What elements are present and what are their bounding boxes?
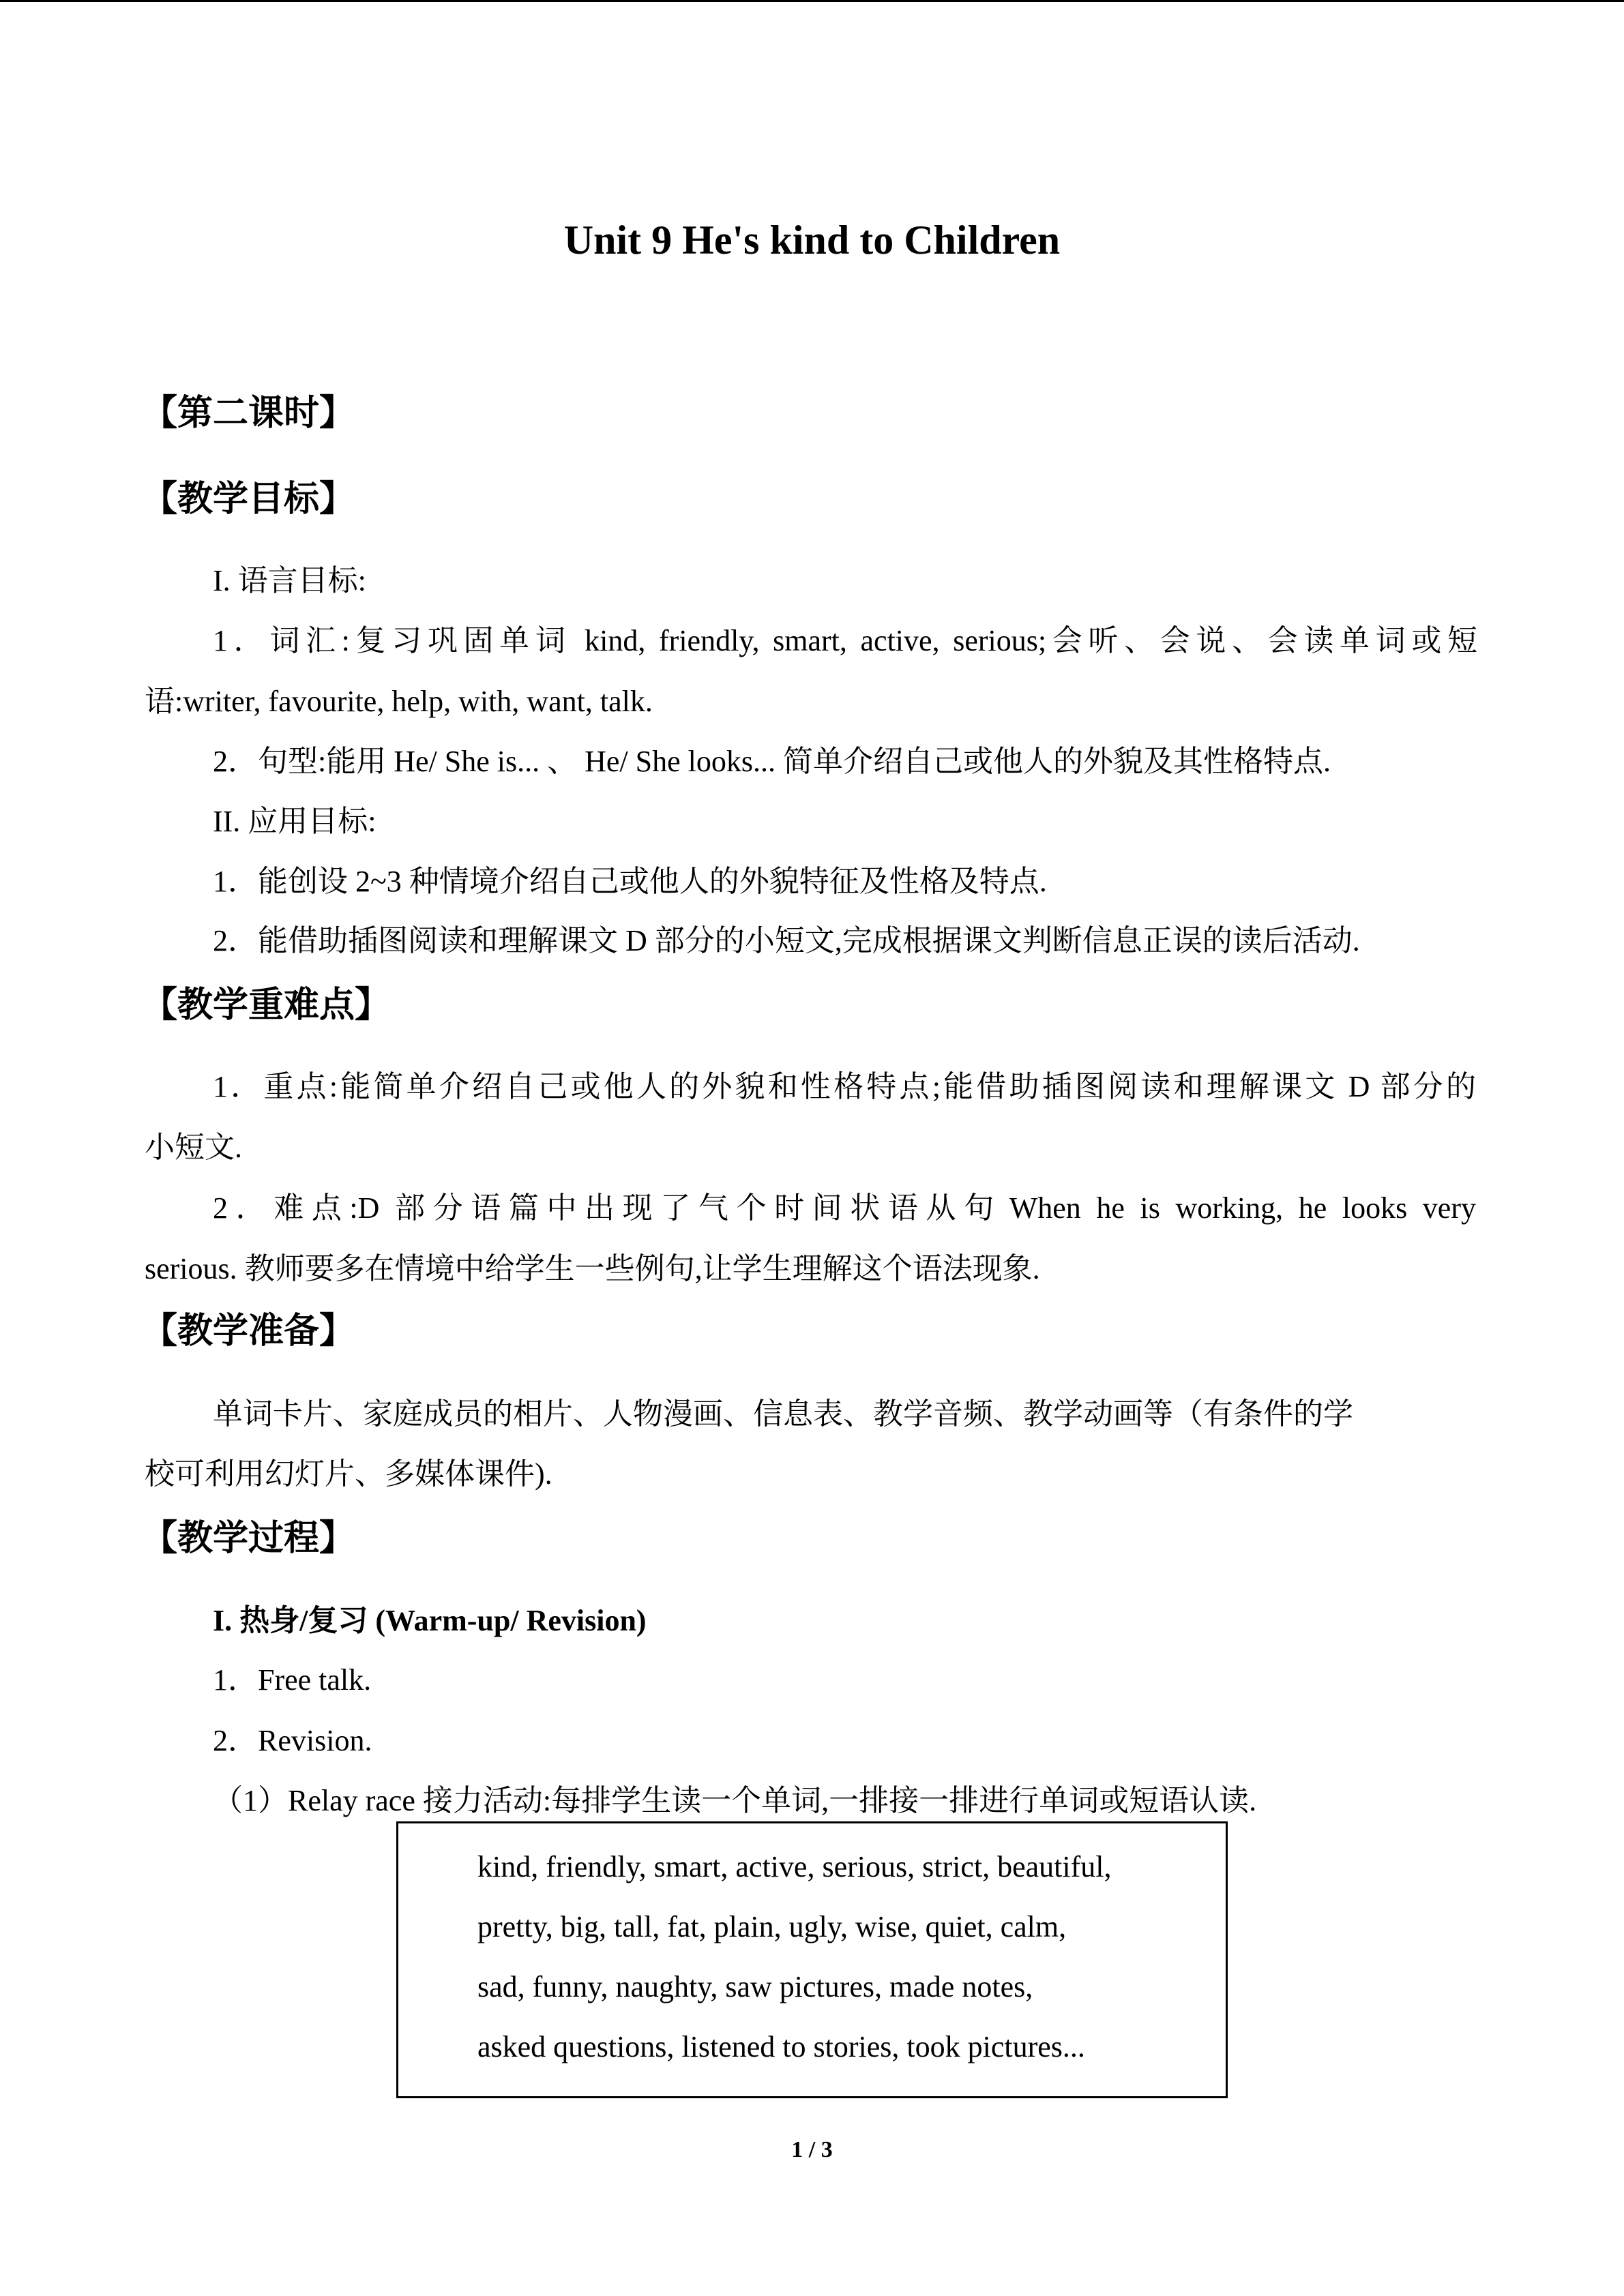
process-item-revision: 2．Revision. [213, 1724, 372, 1757]
key-point-line-2: 小短文. [145, 1131, 242, 1164]
process-item-free-talk: 1．Free talk. [213, 1663, 372, 1697]
difficulty-line-2: serious. 教师要多在情境中给学生一些例句,让学生理解这个语法现象. [145, 1252, 1040, 1285]
vocabulary-word-box [396, 1821, 1228, 2098]
section-process-heading: 【教学过程】 [142, 1519, 355, 1558]
sentence-pattern-objective: 2．句型:能用 He/ She is... 、 He/ She looks... 简单介绍自己或他人的外貌及其性格特点. [213, 745, 1331, 778]
vocabulary-objective-line-1: 1．词汇:复习巩固单词 kind, friendly, smart, active, serious;会听、会说、会读单词或短 [213, 624, 1477, 657]
relay-race-instruction: （1）Relay race 接力活动:每排学生读一个单词,一排接一排进行单词或短语认读. [213, 1784, 1257, 1817]
word-box-line: asked questions, listened to stories, took pictures... [477, 2030, 1085, 2063]
application-objectives-heading: II. 应用目标: [213, 805, 377, 838]
difficulty-line-1: 2．难点:D 部分语篇中出现了气个时间状语从句 When he is working, he looks very [213, 1191, 1476, 1225]
word-box-line: sad, funny, naughty, saw pictures, made notes, [477, 1970, 1033, 2003]
language-objectives-heading: I. 语言目标: [213, 564, 366, 597]
word-box-line: pretty, big, tall, fat, plain, ugly, wise, quiet, calm, [477, 1910, 1067, 1943]
document-title: Unit 9 He's kind to Children [563, 218, 1061, 263]
page-number: 1 / 3 [791, 2137, 833, 2162]
section-preparation-heading: 【教学准备】 [142, 1312, 355, 1351]
key-point-line-1: 1．重点:能简单介绍自己或他人的外貌和性格特点;能借助插图阅读和理解课文 D 部分的 [213, 1070, 1476, 1103]
application-objective-2: 2．能借助插图阅读和理解课文 D 部分的小短文,完成根据课文判断信息正误的读后活动. [213, 924, 1360, 957]
vocabulary-objective-line-2: 语:writer, favourite, help, with, want, talk. [145, 685, 653, 718]
warm-up-step-heading: I. 热身/复习 (Warm-up/ Revision) [213, 1604, 647, 1637]
preparation-line-2: 校可利用幻灯片、多媒体课件). [145, 1457, 552, 1491]
application-objective-1: 1．能创设 2~3 种情境介绍自己或他人的外貌特征及性格及特点. [213, 865, 1047, 898]
section-key-points-heading: 【教学重难点】 [142, 986, 391, 1025]
preparation-line-1: 单词卡片、家庭成员的相片、人物漫画、信息表、教学音频、教学动画等（有条件的学 [213, 1397, 1353, 1431]
section-objectives-heading: 【教学目标】 [142, 480, 355, 519]
word-box-line: kind, friendly, smart, active, serious, strict, beautiful, [477, 1850, 1112, 1883]
section-lesson-heading: 【第二课时】 [142, 394, 355, 433]
